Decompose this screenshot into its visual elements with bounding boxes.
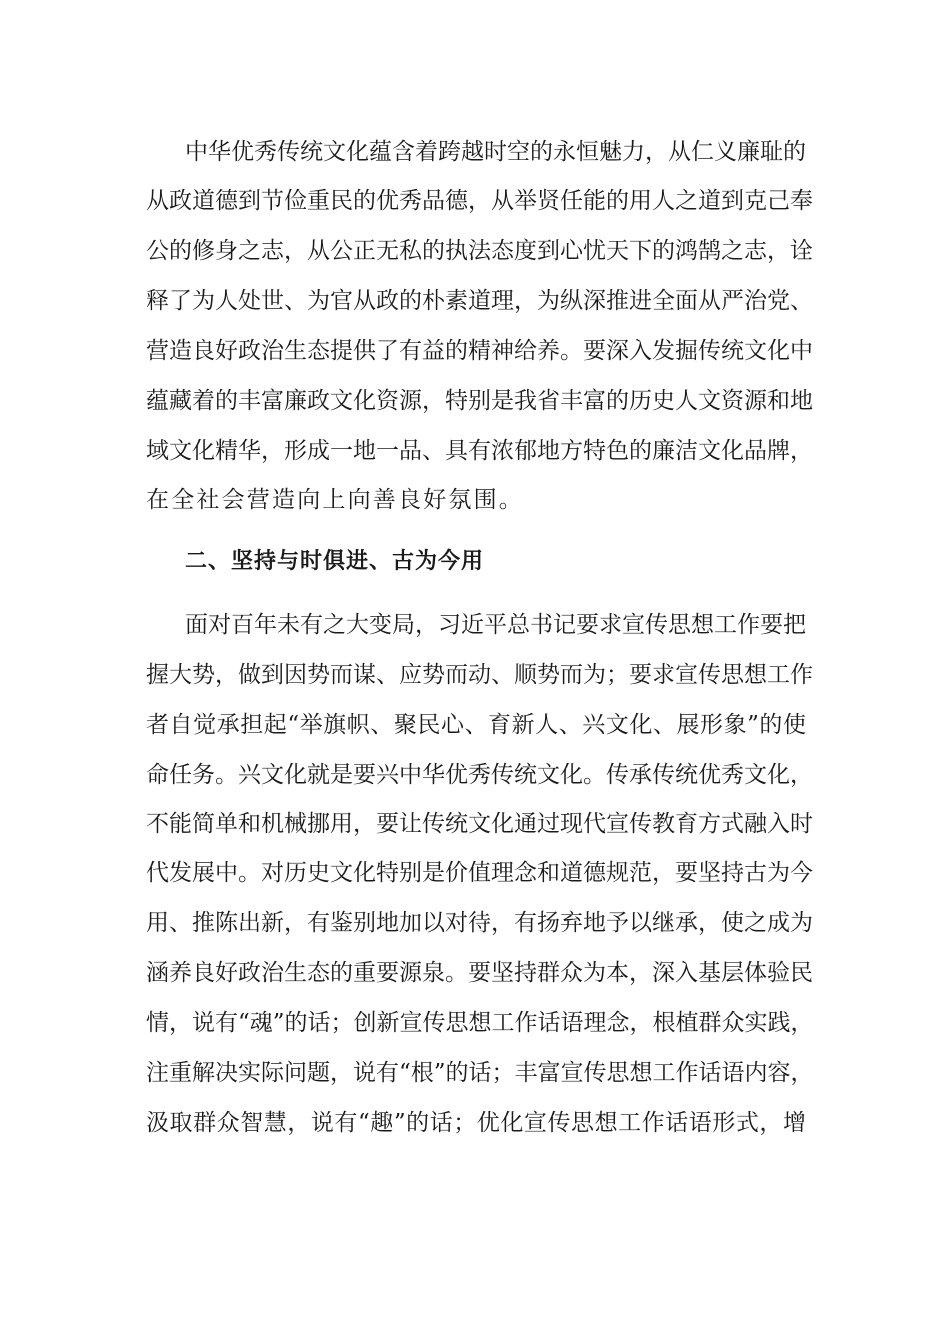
paragraph-2-line-9: 情，说有“魂”的话；创新宣传思想工作话语理念，根植群众实践， — [146, 1010, 814, 1036]
paragraph-2-line-5: 不能简单和机械挪用，要让传统文化通过现代宣传教育方式融入时 — [146, 811, 813, 837]
paragraph-2-line-1: 面对百年未有之大变局，习近平总书记要求宣传思想工作要把 — [185, 612, 806, 638]
paragraph-1-line-8: 在全社会营造向上向善良好氛围。 — [146, 487, 524, 513]
paragraph-1-line-1: 中华优秀传统文化蕴含着跨越时空的永恒魅力，从仁义廉耻的 — [185, 139, 806, 165]
paragraph-2-line-7: 用、推陈出新，有鉴别地加以对待，有扬弃地予以继承，使之成为 — [146, 910, 813, 936]
paragraph-1-line-7: 域文化精华，形成一地一品、具有浓郁地方特色的廉洁文化品牌， — [146, 438, 813, 464]
paragraph-1-line-3: 公的修身之志，从公正无私的执法态度到心忧天下的鸿鹄之志，诠 — [146, 238, 813, 264]
paragraph-2-line-4: 命任务。兴文化就是要兴中华优秀传统文化。传承传统优秀文化， — [146, 762, 813, 788]
paragraph-2-line-2: 握大势，做到因势而谋、应势而动、顺势而为；要求宣传思想工作 — [146, 662, 813, 688]
paragraph-1-line-4: 释了为人处世、为官从政的朴素道理，为纵深推进全面从严治党、 — [146, 288, 813, 314]
paragraph-1-line-6: 蕴藏着的丰富廉政文化资源，特别是我省丰富的历史人文资源和地 — [146, 388, 813, 414]
paragraph-2-line-10: 注重解决实际问题，说有“根”的话；丰富宣传思想工作话语内容， — [146, 1060, 814, 1086]
paragraph-2-line-8: 涵养良好政治生态的重要源泉。要坚持群众为本，深入基层体验民 — [146, 960, 813, 986]
paragraph-2-line-6: 代发展中。对历史文化特别是价值理念和道德规范，要坚持古为今 — [146, 860, 813, 886]
paragraph-1-line-5: 营造良好政治生态提供了有益的精神给养。要深入发掘传统文化中 — [146, 338, 813, 364]
paragraph-2-line-11: 汲取群众智慧，说有“趣”的话；优化宣传思想工作话语形式，增 — [146, 1110, 806, 1136]
paragraph-2-line-3: 者自觉承担起“举旗帜、聚民心、育新人、兴文化、展形象”的使 — [146, 712, 806, 738]
paragraph-1-line-2: 从政道德到节俭重民的优秀品德，从举贤任能的用人之道到克己奉 — [146, 188, 813, 214]
section-heading: 二、坚持与时俱进、古为今用 — [185, 549, 485, 574]
